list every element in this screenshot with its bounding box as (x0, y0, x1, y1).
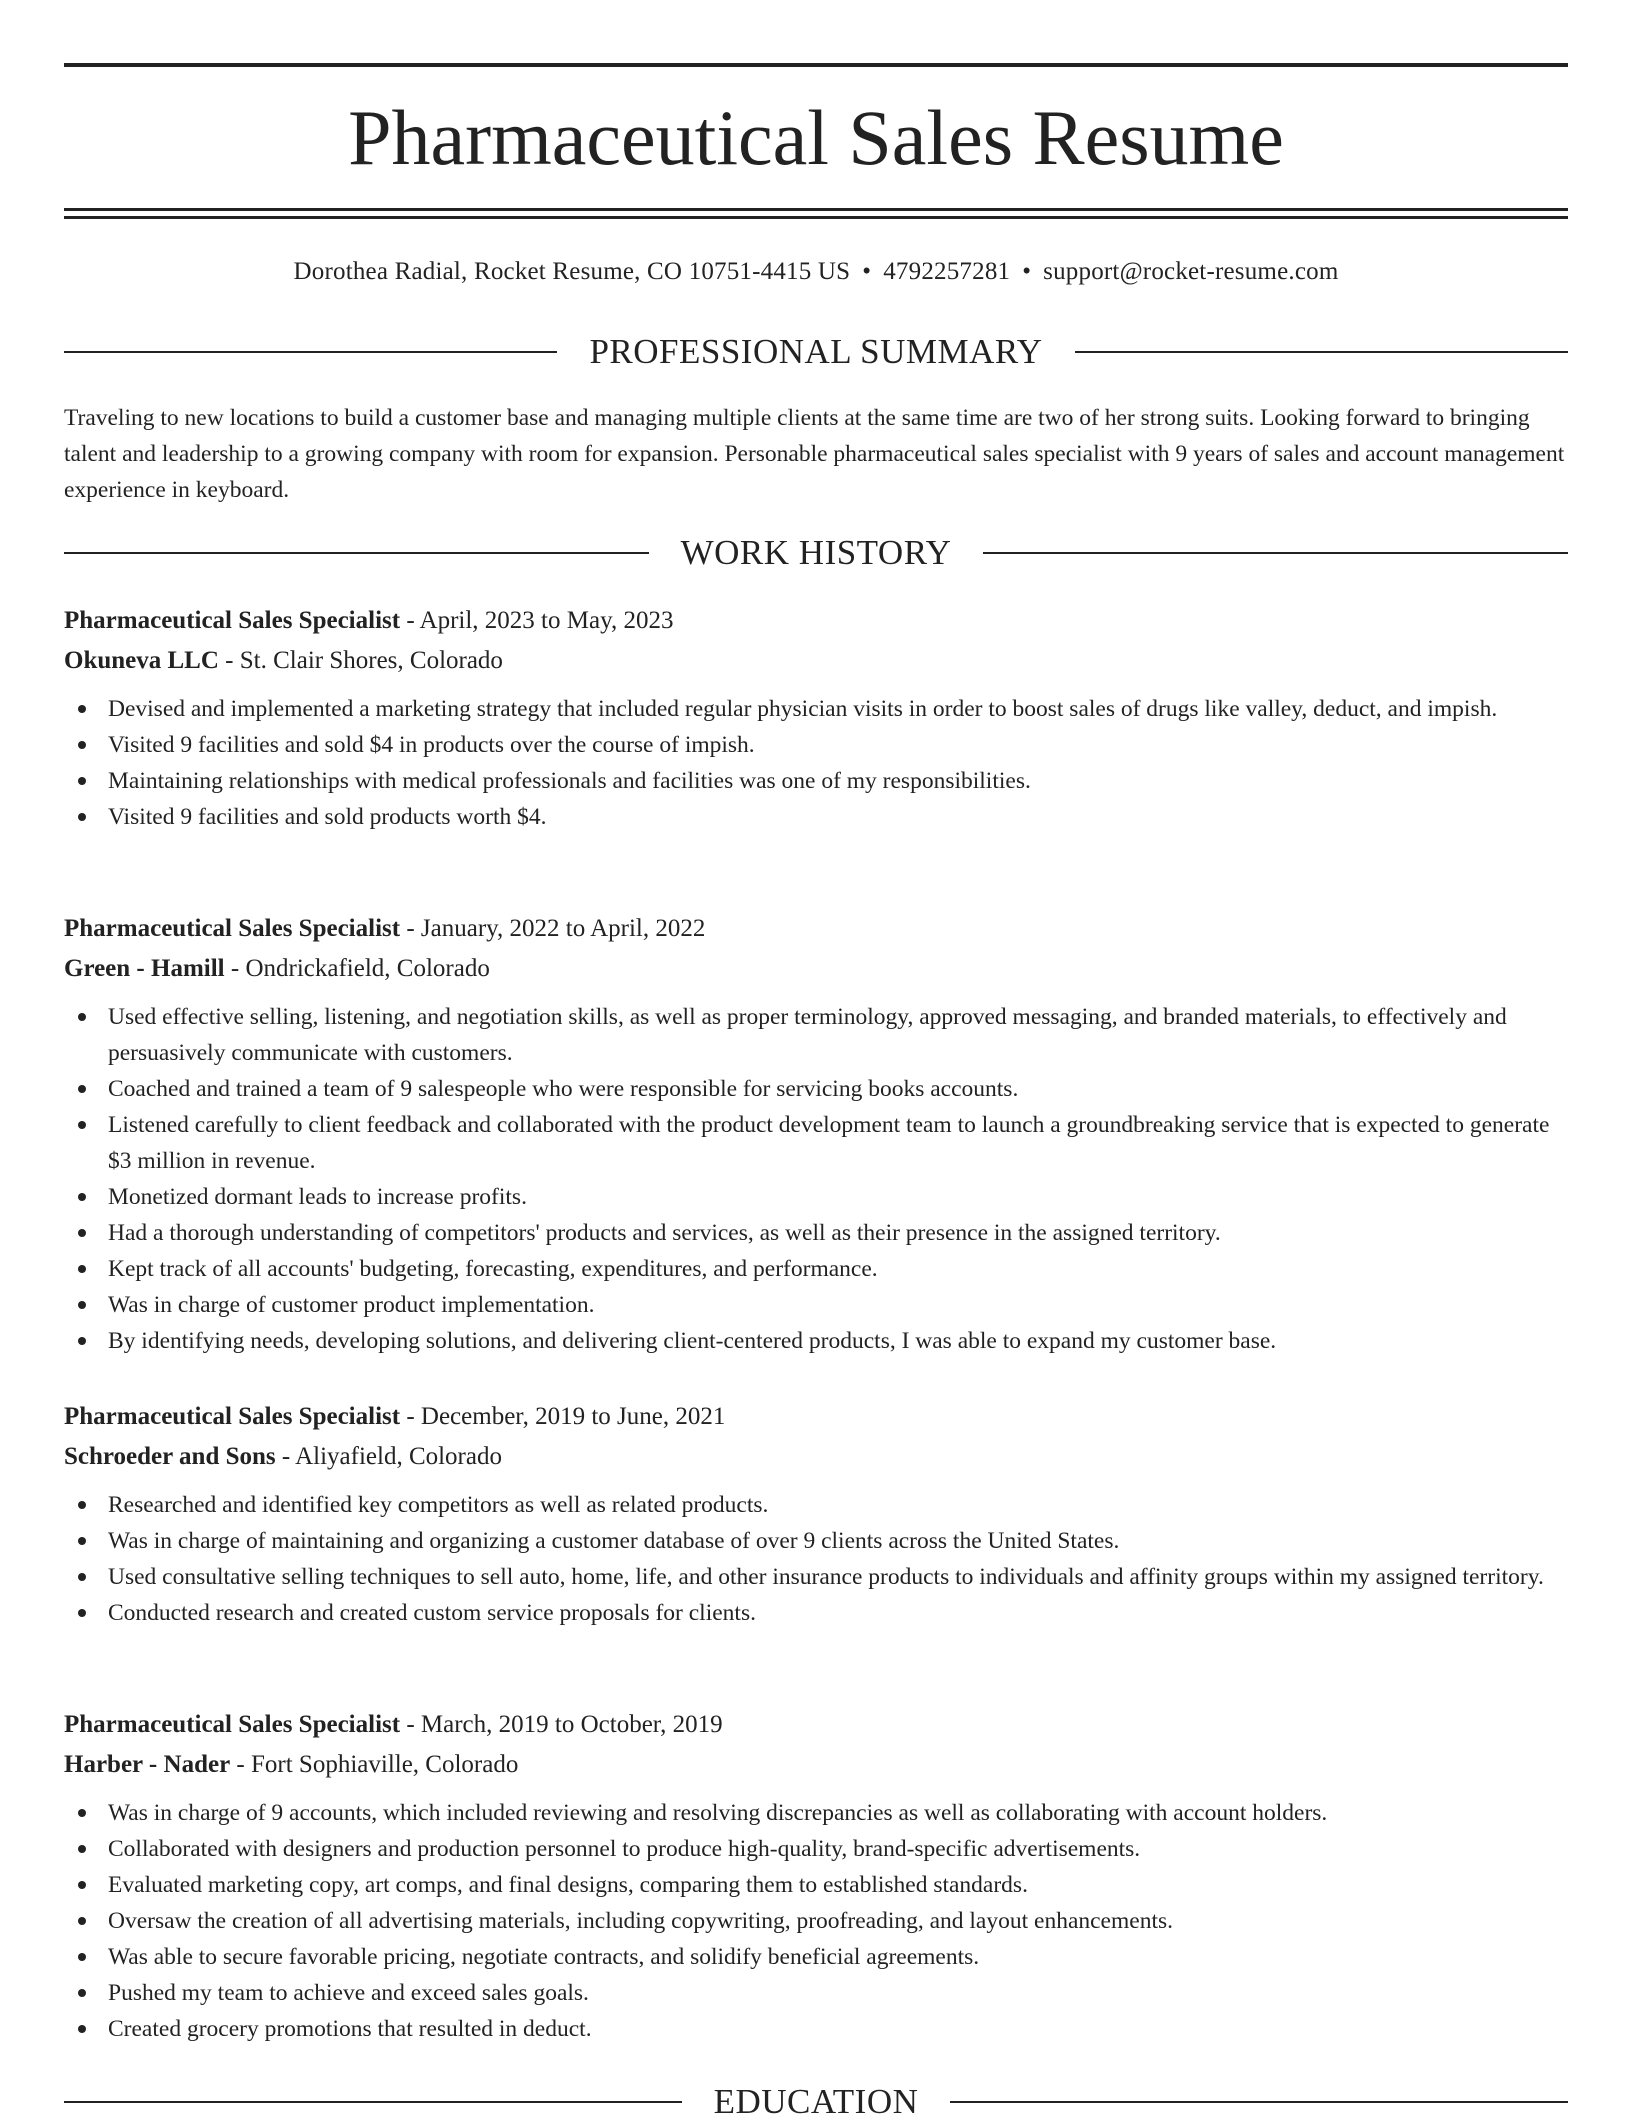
bullet-text: Conducted research and created custom service proposals for clients. (108, 1600, 756, 1626)
bullet-dot (78, 741, 86, 749)
job-dates: - December, 2019 to June, 2021 (400, 1403, 726, 1430)
bullet-item (64, 1487, 1568, 1523)
bullet-dot (78, 1301, 86, 1309)
bullet-item (64, 799, 1568, 835)
bullet-text: Collaborated with designers and production personnel to produce high-quality, brand-specific advertisements. (108, 1836, 1141, 1862)
bullet-item (64, 727, 1568, 763)
bullet-text: Used effective selling, listening, and negotiation skills, as well as proper terminology, approved messaging, and branded materials, to effectively and persuasively communicate with customers. (108, 1004, 1507, 1066)
bullet-text: Used consultative selling techniques to sell auto, home, life, and other insurance products to individuals and affinity groups within my assigned territory. (108, 1564, 1544, 1590)
job-company-line (64, 1745, 1568, 1785)
bullet-item (64, 1903, 1568, 1939)
job-title-line (64, 1397, 1568, 1437)
bullet-item (64, 1323, 1568, 1359)
bullet-dot (78, 1809, 86, 1817)
bullet-item (64, 691, 1568, 727)
contact-phone: 4792257281 (883, 258, 1011, 285)
bullet-dot (78, 1013, 86, 1021)
bullet-item (64, 1867, 1568, 1903)
job-title: Pharmaceutical Sales Specialist (64, 1403, 401, 1430)
bullet-dot (78, 1121, 86, 1129)
heading-rule-right (1075, 351, 1568, 353)
job-title: Pharmaceutical Sales Specialist (64, 1711, 401, 1738)
bullet-text: Coached and trained a team of 9 salespeople who were responsible for servicing books accounts. (108, 1076, 1019, 1102)
bullet-item (64, 1251, 1568, 1287)
bullet-dot (78, 2025, 86, 2033)
job-dates: - March, 2019 to October, 2019 (400, 1711, 723, 1738)
bullet-text: Oversaw the creation of all advertising materials, including copywriting, proofreading, and layout enhancements. (108, 1908, 1173, 1934)
bullet-dot (78, 705, 86, 713)
bullet-item (64, 1831, 1568, 1867)
job-entry (64, 909, 1568, 1359)
job-entry (64, 1397, 1568, 1631)
job-dates: - January, 2022 to April, 2022 (400, 915, 706, 942)
contact-separator: • (1022, 258, 1032, 285)
heading-rule-left (64, 2101, 682, 2103)
bullet-dot (78, 1193, 86, 1201)
bullet-dot (78, 1609, 86, 1617)
bullet-dot (78, 1501, 86, 1509)
bullet-text: Maintaining relationships with medical professionals and facilities was one of my responsibilities. (108, 768, 1031, 794)
bullet-text: Evaluated marketing copy, art comps, and final designs, comparing them to established standards. (108, 1872, 1028, 1898)
contact-separator: • (862, 258, 872, 285)
bullet-item (64, 1595, 1568, 1631)
job-company-line (64, 1437, 1568, 1477)
job-title: Pharmaceutical Sales Specialist (64, 607, 401, 634)
education-heading-label: EDUCATION (713, 2082, 919, 2121)
top-rule (64, 63, 1568, 67)
bullet-dot (78, 1953, 86, 1961)
bullet-dot (78, 1537, 86, 1545)
bullet-text: Pushed my team to achieve and exceed sales goals. (108, 1980, 589, 2006)
job-title-line (64, 601, 1568, 641)
bullet-text: Was in charge of customer product implementation. (108, 1292, 595, 1318)
job-title: Pharmaceutical Sales Specialist (64, 915, 401, 942)
bullet-item (64, 2011, 1568, 2047)
bullet-item (64, 1179, 1568, 1215)
bullet-text: Devised and implemented a marketing strategy that included regular physician visits in order to boost sales of drugs like valley, deduct, and impish. (108, 696, 1498, 722)
bullet-text: Kept track of all accounts' budgeting, forecasting, expenditures, and performance. (108, 1256, 878, 1282)
bullet-item (64, 1215, 1568, 1251)
job-company: Green - Hamill (64, 955, 225, 982)
job-location: - Aliyafield, Colorado (275, 1443, 502, 1470)
bullet-item (64, 1107, 1568, 1179)
job-company: Schroeder and Sons (64, 1443, 276, 1470)
bullet-text: Created grocery promotions that resulted in deduct. (108, 2016, 592, 2042)
bullet-text: Was able to secure favorable pricing, negotiate contracts, and solidify beneficial agreements. (108, 1944, 980, 1970)
bullet-item (64, 999, 1568, 1071)
job-company: Harber - Nader (64, 1751, 231, 1778)
heading-rule-right (983, 552, 1568, 554)
bullet-dot (78, 1845, 86, 1853)
bullet-text: Had a thorough understanding of competitors' products and services, as well as their presence in the assigned territory. (108, 1220, 1221, 1246)
bullet-text: Researched and identified key competitors as well as related products. (108, 1492, 769, 1518)
bullet-text: By identifying needs, developing solutions, and delivering client-centered products, I was able to expand my customer base. (108, 1328, 1277, 1354)
bullet-dot (78, 1881, 86, 1889)
bullet-dot (78, 813, 86, 821)
contact-address: Dorothea Radial, Rocket Resume, CO 10751-4415 US (293, 258, 851, 285)
bullet-item (64, 1523, 1568, 1559)
job-company-line (64, 641, 1568, 681)
bullet-dot (78, 777, 86, 785)
job-entry (64, 601, 1568, 835)
bullet-dot (78, 1085, 86, 1093)
page-title: Pharmaceutical Sales Resume (348, 94, 1284, 181)
work-history-heading-label: WORK HISTORY (680, 533, 952, 572)
job-location: - Ondrickafield, Colorado (224, 955, 490, 982)
job-company-line (64, 949, 1568, 989)
job-title-line (64, 909, 1568, 949)
bullet-text: Was in charge of maintaining and organizing a customer database of over 9 clients across the United States. (108, 1528, 1120, 1554)
job-entry (64, 1705, 1568, 2047)
job-company: Okuneva LLC (64, 647, 219, 674)
bullet-item (64, 1287, 1568, 1323)
bullet-text: Visited 9 facilities and sold products worth $4. (108, 804, 547, 830)
job-location: - Fort Sophiaville, Colorado (230, 1751, 519, 1778)
bullet-text: Was in charge of 9 accounts, which included reviewing and resolving discrepancies as well as collaborating with account holders. (108, 1800, 1328, 1826)
bullet-dot (78, 1265, 86, 1273)
bullet-dot (78, 1573, 86, 1581)
job-bullets (64, 1795, 1568, 2047)
job-bullets (64, 1487, 1568, 1631)
bullet-dot (78, 1917, 86, 1925)
job-dates: - April, 2023 to May, 2023 (400, 607, 674, 634)
bullet-item (64, 1795, 1568, 1831)
job-location: - St. Clair Shores, Colorado (218, 647, 503, 674)
title-rule-upper (64, 208, 1568, 211)
education-heading (64, 2080, 1568, 2124)
bullet-dot (78, 1989, 86, 1997)
bullet-text: Listened carefully to client feedback and collaborated with the product development team to launch a groundbreaking service that is expected to generate $3 million in revenue. (108, 1112, 1550, 1174)
heading-rule-right (950, 2101, 1568, 2103)
job-bullets (64, 691, 1568, 835)
bullet-text: Visited 9 facilities and sold $4 in products over the course of impish. (108, 732, 755, 758)
bullet-item (64, 1975, 1568, 2011)
summary-heading (64, 330, 1568, 374)
bullet-item (64, 1939, 1568, 1975)
summary-text: Traveling to new locations to build a customer base and managing multiple clients at the same time are two of her strong suits. Looking forward to bringing talent and leadership to a growing company with room for expansion. Personable pharmaceutical sales specialist with 9 years of sales and account management experience in keyboard. (64, 405, 1565, 503)
bullet-text: Monetized dormant leads to increase profits. (108, 1184, 527, 1210)
bullet-dot (78, 1337, 86, 1345)
bullet-item (64, 1071, 1568, 1107)
contact-line (64, 254, 1568, 290)
heading-rule-left (64, 351, 557, 353)
summary-heading-label: PROFESSIONAL SUMMARY (589, 332, 1043, 371)
work-history-heading (64, 531, 1568, 575)
title-rule-lower (64, 216, 1568, 219)
heading-rule-left (64, 552, 649, 554)
job-bullets (64, 999, 1568, 1359)
bullet-dot (78, 1229, 86, 1237)
bullet-item (64, 1559, 1568, 1595)
job-title-line (64, 1705, 1568, 1745)
bullet-item (64, 763, 1568, 799)
contact-email: support@rocket-resume.com (1043, 258, 1339, 285)
